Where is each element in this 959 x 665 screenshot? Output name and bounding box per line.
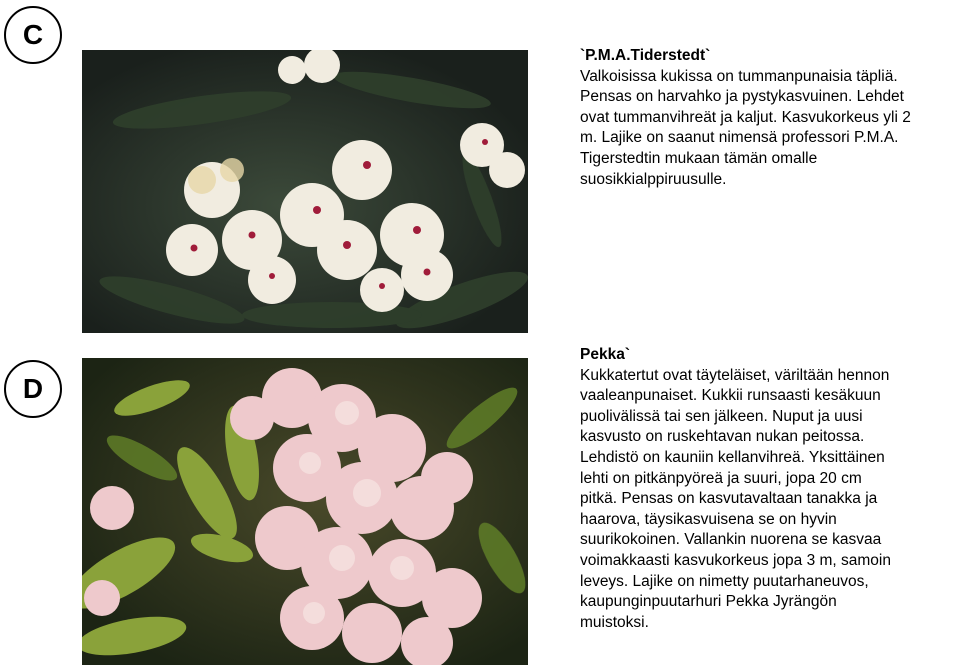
cultivar-title: Pekka` [580, 346, 630, 363]
description-line: vaaleanpunaiset. Kukkii runsaasti kesäkuun [580, 387, 881, 405]
description-line: Lehdistö on kauniin kellanvihreä. Yksittäinen [580, 448, 885, 466]
description-line: muistoksi. [580, 613, 649, 631]
section-d-description [580, 345, 958, 633]
description-line: pitkä. Pensas on kasvutavaltaan tanakka ja [580, 490, 878, 508]
description-line: kaupunginpuutarhuri Pekka Jyrängön [580, 593, 837, 611]
description-line: puolivälissä tai sen jälkeen. Nuput ja uusi [580, 407, 863, 425]
pink-rhododendron-photo [82, 358, 528, 665]
description-line: haarova, täysikasvuisena se on hyvin [580, 510, 837, 528]
description-line: Kukkatertut ovat täyteläiset, väriltään hennon [580, 366, 890, 384]
description-line: Valkoisissa kukissa on tummanpunaisia täpliä. [580, 67, 898, 85]
section-c-badge: C [4, 6, 62, 64]
description-line: ovat tummanvihreät ja kaljut. Kasvukorkeus yli 2 [580, 108, 911, 126]
description-line: m. Lajike on saanut nimensä professori P.M.A. [580, 129, 899, 147]
description-line: lehti on pitkänpyöreä ja suuri, jopa 20 cm [580, 469, 862, 487]
description-line: suurikokoinen. Vallankin nuorena se kasvaa [580, 531, 882, 549]
white-rhododendron-photo [82, 50, 528, 333]
description-line: voimakkaasti kasvukorkeus jopa 3 m, samoin [580, 551, 891, 569]
section-c-description [580, 46, 958, 190]
description-line: Pensas on harvahko ja pystykasvuinen. Lehdet [580, 88, 904, 106]
section-d-badge: D [4, 360, 62, 418]
description-line: kasvusto on ruskehtavan nukan peitossa. [580, 428, 865, 446]
cultivar-title: `P.M.A.Tiderstedt` [580, 47, 711, 64]
description-line: Tigerstedtin mukaan tämän omalle [580, 149, 818, 167]
description-line: leveys. Lajike on nimetty puutarhaneuvos, [580, 572, 869, 590]
description-line: suosikkialppiruusulle. [580, 170, 727, 188]
